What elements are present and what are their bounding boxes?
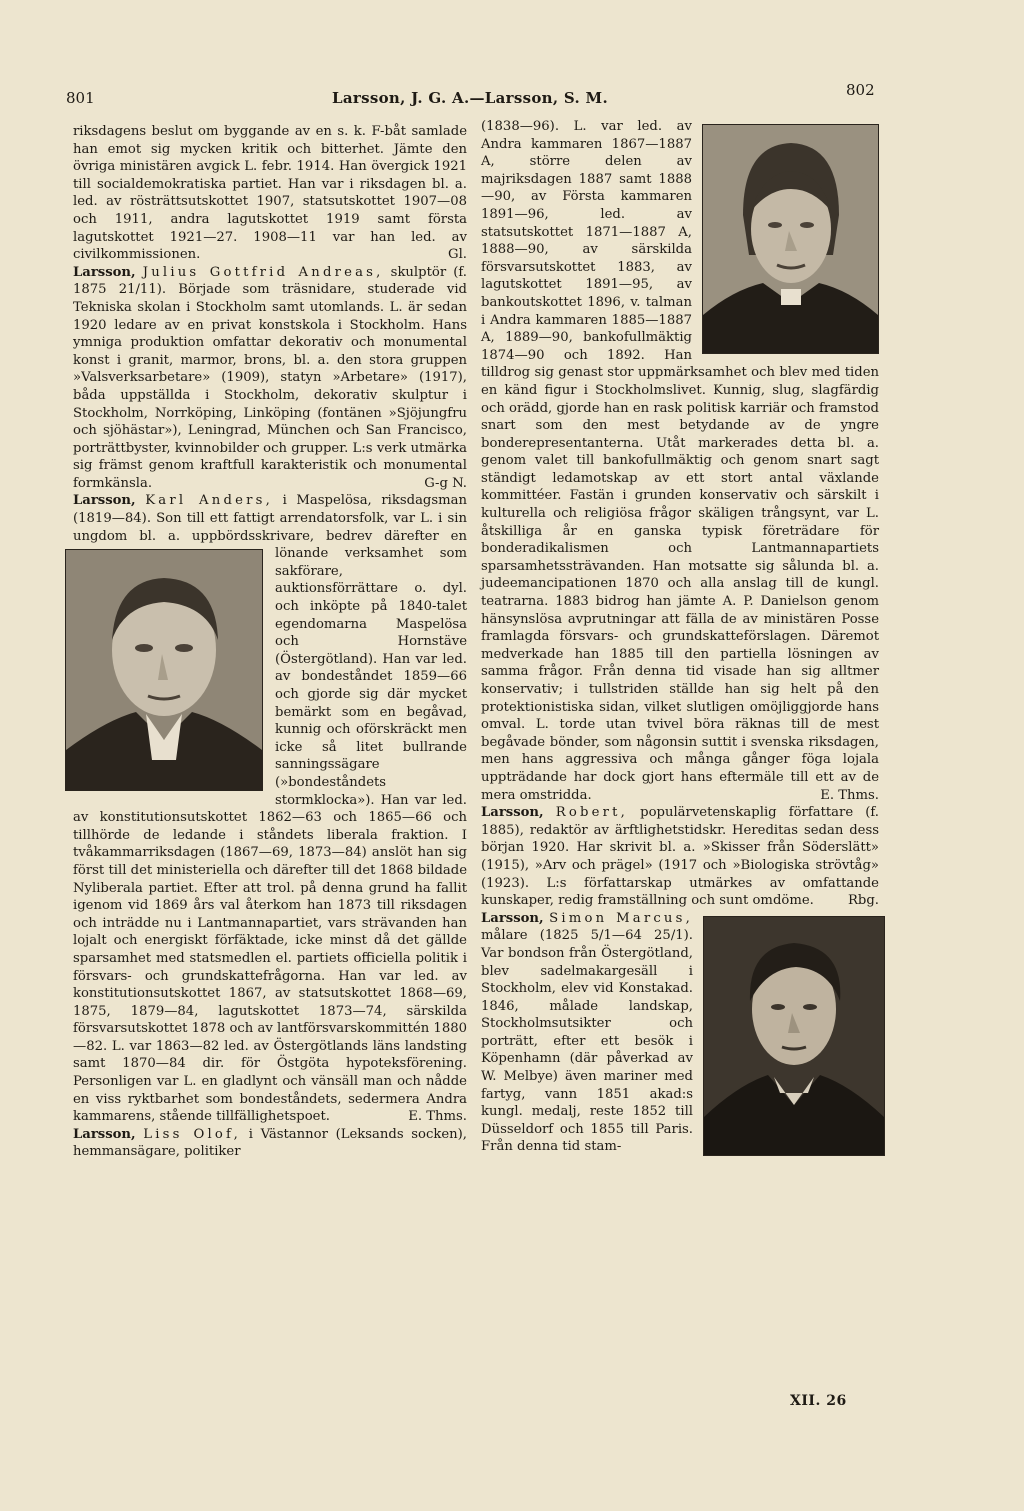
author-signature: Rbg. xyxy=(847,893,879,909)
entry-given-names: Julius Gottfrid Andreas, xyxy=(142,264,384,280)
page-number-left: 801 xyxy=(66,89,95,107)
entry-larsson-liss xyxy=(73,1126,467,1161)
entry-larsson-liss-continued xyxy=(481,118,879,804)
signature-mark: XII. 26 xyxy=(790,1393,847,1409)
entry-headword: Larsson, xyxy=(481,805,544,821)
entry-text: (1838—96). L. var led. av Andra kammaren 1867—1887 A, större delen av majriksdagen 1887 samt 1888—90, av Första kammaren 1891—96, led. av statsutskottet 1871—1887 A, 1888—90, av särskilda försvarsutskottet 1883, av lagutskottet 1891—95, av bankoutskottet 1896, v. talman i Andra kammaren 1885—1887 A, 1889—90, bankofullmäktig 1874—90 och 1892. Han tilldrog sig genast stor uppmärksamhet och blev med tiden en känd figur i Stockholmslivet. Kunnig, slug, slagfärdig och orädd, gjorde han en rask politisk karriär och framstod snart som den mest betydande av de yngre bonderepresentanterna. Utåt markerades detta bl. a. genom valet till bankofullmäktig och genom snart sagt ständigt ledamotskap av ett stort antal växlande kommittéer. Fastän i grunden konservativ och särskilt i kulturella och religiösa frågor skäligen trångsynt, var L. åtskilliga år en ganska typisk företrädare för bonderadikalismen och Lantmannapartiets sparsamhetssträvanden. Han motsatte sig sålunda bl. a. judeemancipationen 1870 och alla anslag till de kungl. teatrarna. 1883 bidrog han jämte A. P. Danielson genom hänsynslösa avprutningar att fälla de av ministären Posse framlagda försvars- och grundskatteförslagen. Däremot medverkade han 1885 till den partiella lösningen av samma frågor. Från denna tid visade han sig alltmer konservativ; i tullstriden ställde han sig helt på den protektionistiska sidan, vilket slutligen omöjliggjorde hans omval. L. torde utan tvivel böra räknas till de mest begåvade bönder, som någonsin suttit i svenska riksdagen, men hans aggressiva och många gånger föga lojala uppträdande har dock gjort hans eftermäle till ett av de mera omstridda. xyxy=(481,119,879,803)
entry-text: målare (1825 5/1—64 25/1). Var bondson från Östergötland, blev sadelmakargesäll i Stockholm, elev vid Konstakad. 1846, målade landskap, Stockholmsutsikter och porträtt, efter ett besök i Köpenhamn (där påverkad av W. Melbye) även mariner med fartyg, vann 1851 akad:s kungl. medalj, reste 1852 till Düsseldorf och 1855 till Paris. Från denna tid stam- xyxy=(481,928,693,1155)
author-signature: Gl. xyxy=(448,247,467,263)
entry-text: i Västannor (Leksands socken), hemmansägare, politiker xyxy=(73,1126,467,1160)
page-number-right: 802 xyxy=(846,81,875,99)
author-signature: E. Thms. xyxy=(408,1109,467,1125)
portrait-image xyxy=(703,125,878,353)
entry-text: skulptör (f. 1875 21/11). Började som träsnidare, studerade vid Tekniska skolan i Stockholm samt utomlands. L. är sedan 1920 ledare av en privat konstskola i Stockholm. Hans ymniga produktion omfattar dekorativ och monumental konst i granit, marmor, brons, bl. a. den stora gruppen »Valsverksarbetare» (1909), statyn »Arbetare» (1917), båda uppställda i Stockholm, dekorativ skulptur i Stockholm, Norrköping, Linköping (fontänen »Sjöjungfru och sjöhästar»), Leningrad, München och San Francisco, porträttbyster, kvinnobilder och grupper. L:s verk utmärka sig främst genom kraftfull karakteristik och monumental formkänsla. xyxy=(73,264,467,491)
portrait-image xyxy=(704,917,884,1155)
entry-text-lead: i Maspelösa, riksdagsman (1819—84). Son till ett fattigt arrendatorsfolk, var L. i sin ungdom bl. a. uppbördsskrivare, bedrev därefter en xyxy=(73,493,467,544)
entry-given-names: Liss Olof, xyxy=(143,1126,242,1142)
entry-larsson-robert xyxy=(481,804,879,910)
left-column xyxy=(73,123,467,1373)
portrait-liss-olof-larsson xyxy=(702,124,879,354)
entry-given-names: Simon Marcus, xyxy=(549,910,693,926)
portrait-simon-larsson xyxy=(703,916,885,1156)
portrait-karl-larsson xyxy=(65,549,263,791)
right-column xyxy=(481,118,879,1418)
entry-headword: Larsson, xyxy=(73,1126,136,1142)
portrait-image xyxy=(66,550,262,790)
entry-headword: Larsson, xyxy=(73,493,136,509)
entry-given-names: Robert, xyxy=(555,805,629,821)
author-signature: E. Thms. xyxy=(820,787,879,803)
entry-headword: Larsson, xyxy=(481,910,544,926)
entry-text: lönande verksamhet som sakförare, auktionsförrättare o. dyl. och inköpte på 1840-talet egendomarna Maspelösa och Hornstäve (Östergötland). Han var led. av bondeståndet 1859—66 och gjorde sig där mycket bemärkt som en begåvad, kunnig och oförskräckt men icke så litet bullrande sanningssägare (»bondeståndets stormklocka»). Han var led. av konstitutionsutskottet 1862—63 och 1865—66 och tillhörde de ledande i ståndets liberala fraktion. I tvåkammarriksdagen (1867—69, 1873—84) anslöt han sig först till det ministeriella och därefter till det 1868 bildade Nyliberala partiet. Efter att trol. på denna grund ha fallit igenom vid 1869 års val återkom han 1873 till riksdagen och inträdde nu i Lantmannapartiet, vars strävanden han lojalt och energiskt förfäktade, icke minst då det gällde sparsamhet med statsmedlen el. partiets officiella politik i försvars- och grundskattefrågorna. Han var led. av konstitutionsutskottet 1867, av statsutskottet 1868—69, 1875, 1879—84, lagutskottet 1873—74, särskilda försvarsutskottet 1878 och av lantförsvarskommittén 1880—82. L. var 1863—82 led. av Östergötlands läns landsting samt 1870—84 dir. för Östgöta hypoteksförening. Personligen var L. en gladlynt och vänsäll man och nådde en viss ryktbarhet som bondeståndets, sedermera Andra kammarens, stående tillfällighetspoet. xyxy=(73,546,467,1125)
entry-continuation xyxy=(73,123,467,264)
entry-larsson-simon xyxy=(481,910,879,1156)
entry-given-names: Karl Anders, xyxy=(145,493,273,509)
entry-headword: Larsson, xyxy=(73,264,136,280)
entry-text: riksdagens beslut om byggande av en s. k. F-båt samlade han emot sig mycken kritik och bitterhet. Jämte den övriga ministären avgick L. febr. 1914. Han övergick 1921 till socialdemokratiska partiet. Han var i riksdagen bl. a. led. av rösträttsutskottet 1907, statsutskottet 1907—08 och 1911, andra lagutskottet 1919 samt första lagutskottet 1921—27. 1908—11 var han led. av civilkommissionen. xyxy=(73,124,467,263)
entry-text: populärvetenskaplig författare (f. 1885), redaktör av ärftlighetstidskr. Hereditas sedan dess början 1920. Har skrivit bl. a. »Skisser från Söderslätt» (1915), »Arv och prägel» (1917 och »Biologiska strövtåg» (1923). L:s författarskap utmärkes av omfattande kunskaper, redig framställning och sunt omdöme. xyxy=(481,805,879,909)
author-signature: G-g N. xyxy=(424,475,467,491)
running-title: Larsson, J. G. A.—Larsson, S. M. xyxy=(332,89,608,107)
page-header xyxy=(66,81,875,113)
entry-larsson-karl xyxy=(73,492,467,1125)
entry-larsson-julius xyxy=(73,264,467,493)
